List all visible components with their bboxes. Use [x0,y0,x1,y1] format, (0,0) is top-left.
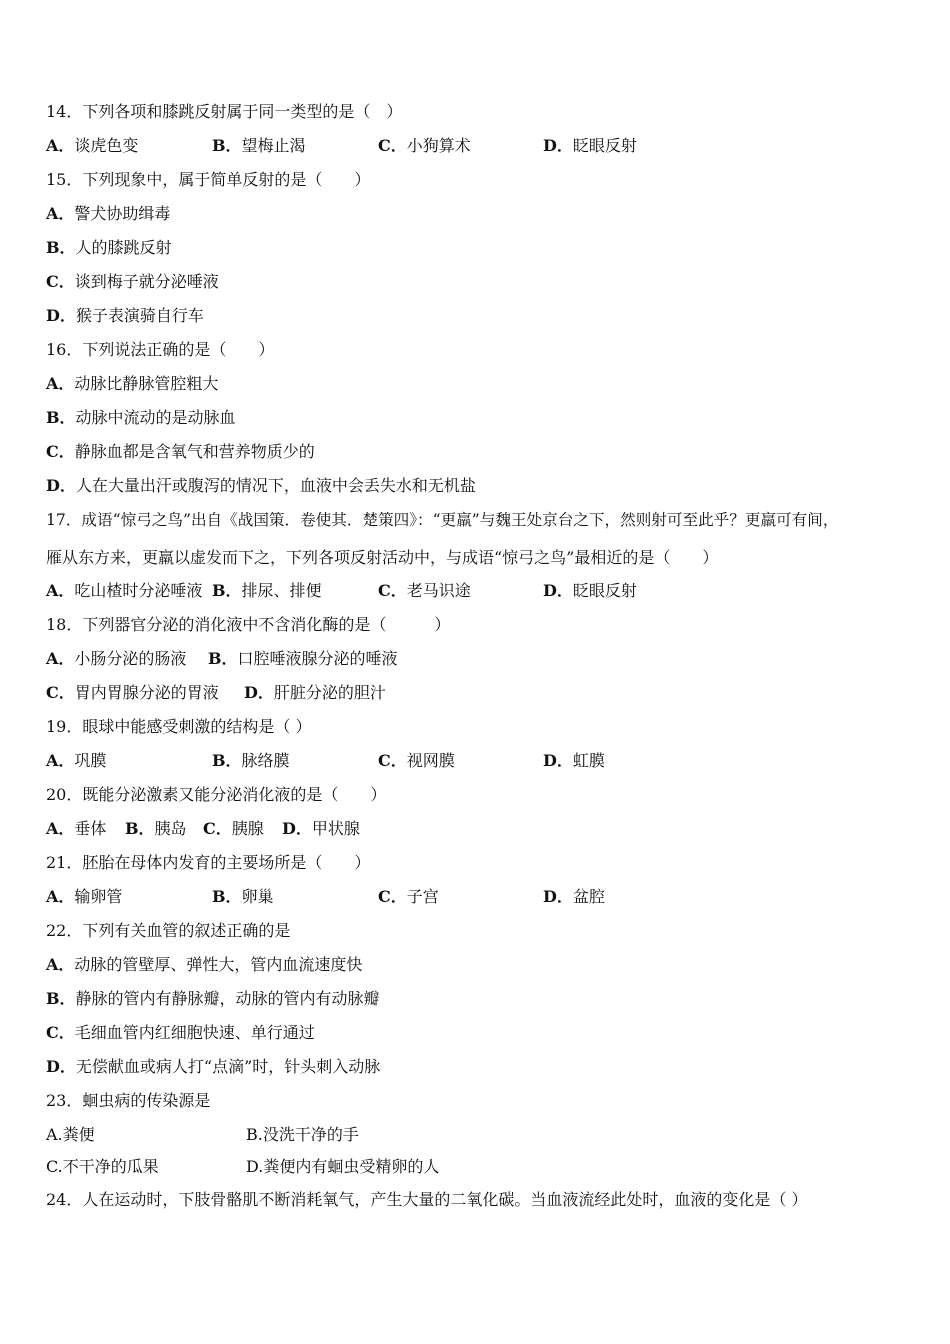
question-16-option-d [46,476,476,496]
question-19-option-d [543,751,605,771]
option-key: B． [212,581,242,600]
question-16-stem: 16．下列说法正确的是（ ） [46,340,275,359]
option-key: A． [46,751,75,770]
option-key: B． [208,649,238,668]
question-23-option-c [46,1157,159,1177]
question-15-stem: 15．下列现象中，属于简单反射的是（ ） [46,170,371,189]
question-24-stem: 24．人在运动时，下肢骨骼肌不断消耗氧气，产生大量的二氧化碳。当血液流经此处时，血液的变化是（ ） [46,1190,808,1209]
option-text: 静脉的管内有静脉瓣，动脉的管内有动脉瓣 [75,989,380,1008]
option-key: A． [46,887,75,906]
question-19-option-a [46,751,106,771]
option-text: 猴子表演骑自行车 [75,306,204,325]
question-14-option-d [543,136,637,156]
question-15-option-d [46,306,204,326]
option-key: D． [282,819,312,838]
question-20-stem: 20．既能分泌激素又能分泌消化液的是（ ） [46,785,387,804]
question-19-option-c [378,751,455,771]
question-17-option-d [543,581,637,601]
option-key: C． [378,136,407,155]
option-text: 小肠分泌的肠液 [74,649,187,668]
question-18-option-a [46,649,186,669]
option-text: 眨眼反射 [572,136,637,155]
question-22-stem: 22．下列有关血管的叙述正确的是 [46,921,291,940]
option-text: 眨眼反射 [572,581,637,600]
option-key: C． [46,683,75,702]
option-text: 小狗算术 [406,136,471,155]
question-16-option-b [46,408,236,428]
option-text: 谈虎色变 [74,136,139,155]
option-text: 盆腔 [572,887,605,906]
option-text: 排尿、排便 [241,581,322,600]
option-key: C． [378,887,407,906]
option-key: B． [212,136,242,155]
option-text: 没洗干净的手 [262,1125,359,1144]
option-key: D． [244,683,274,702]
option-key: C． [203,819,232,838]
option-text: 望梅止渴 [241,136,306,155]
question-23-option-b [246,1125,359,1145]
option-key: C． [46,442,75,461]
question-18-stem: 18．下列器官分泌的消化液中不含消化酶的是（ ） [46,615,451,634]
option-key: A． [46,649,75,668]
option-text: 无偿献血或病人打“点滴”时，针头刺入动脉 [75,1057,381,1076]
option-key: C． [378,751,407,770]
option-key: A． [46,374,75,393]
question-23-option-a [46,1125,95,1145]
question-14-option-c [378,136,471,156]
option-text: 老马识途 [406,581,471,600]
option-text: 脉络膜 [241,751,290,770]
question-15-option-a [46,204,170,224]
option-text: 人在大量出汗或腹泻的情况下，血液中会丢失水和无机盐 [75,476,476,495]
option-key: B． [212,887,242,906]
option-key: A. [46,1125,63,1144]
question-21-option-c [378,887,439,907]
option-text: 胰岛 [154,819,187,838]
option-key: A． [46,581,75,600]
option-key: A． [46,819,75,838]
option-key: A． [46,204,75,223]
option-key: C． [46,272,75,291]
option-text: 动脉的管壁厚、弹性大，管内血流速度快 [74,955,363,974]
question-23-stem: 23．蛔虫病的传染源是 [46,1091,211,1110]
option-text: 警犬协助缉毒 [74,204,171,223]
question-22-option-c [46,1023,315,1043]
question-15-option-c [46,272,219,292]
option-text: 卵巢 [241,887,274,906]
question-19-option-b [212,751,290,771]
option-text: 口腔唾液腺分泌的唾液 [237,649,398,668]
question-20-option-b [125,819,187,839]
option-text: 甲状腺 [311,819,360,838]
question-20-option-a [46,819,106,839]
option-key: D． [543,581,573,600]
question-23-option-d [246,1157,439,1177]
option-text: 视网膜 [406,751,455,770]
question-20-option-c [203,819,264,839]
option-key: B． [46,408,76,427]
option-text: 粪便 [62,1125,95,1144]
option-text: 巩膜 [74,751,107,770]
question-17-stem: 17．成语“惊弓之鸟”出自《战国策．卷使其．楚策四》：“更羸”与魏王处京台之下，然则射可至此乎？更羸可有间， [46,511,839,529]
question-17-stem-continued: 雁从东方来，更羸以虚发而下之，下列各项反射活动中，与成语“惊弓之鸟”最相近的是（ ） [46,548,719,567]
option-key: B． [46,238,76,257]
option-key: B． [212,751,242,770]
option-text: 谈到梅子就分泌唾液 [74,272,219,291]
question-21-option-d [543,887,605,907]
option-key: D． [46,306,76,325]
option-text: 毛细血管内红细胞快速、单行通过 [74,1023,315,1042]
option-text: 胃内胃腺分泌的胃液 [74,683,219,702]
question-22-option-d [46,1057,380,1077]
option-key: D． [543,887,573,906]
question-14-option-a [46,136,138,156]
question-17-option-c [378,581,471,601]
question-22-option-b [46,989,380,1009]
question-21-option-a [46,887,122,907]
option-text: 肝脏分泌的胆汁 [273,683,386,702]
option-text: 虹膜 [572,751,605,770]
question-17-option-b [212,581,322,601]
option-key: A． [46,136,75,155]
option-key: D． [543,136,573,155]
option-key: B． [125,819,155,838]
question-16-option-c [46,442,315,462]
question-18-option-b [208,649,398,669]
question-17-option-a [46,581,202,601]
option-key: D． [543,751,573,770]
option-text: 胰腺 [231,819,264,838]
option-key: B． [46,989,76,1008]
question-16-option-a [46,374,218,394]
question-20-option-d [282,819,360,839]
option-text: 动脉中流动的是动脉血 [75,408,236,427]
option-text: 垂体 [74,819,107,838]
option-key: D. [246,1157,264,1176]
question-15-option-b [46,238,172,258]
option-key: D． [46,1057,76,1076]
option-text: 不干净的瓜果 [62,1157,159,1176]
option-text: 动脉比静脉管腔粗大 [74,374,219,393]
question-14-stem: 14．下列各项和膝跳反射属于同一类型的是（ ） [46,102,403,121]
question-18-option-c [46,683,219,703]
option-key: D． [46,476,76,495]
option-text: 静脉血都是含氧气和营养物质少的 [74,442,315,461]
option-key: C． [46,1023,75,1042]
option-key: A． [46,955,75,974]
option-text: 输卵管 [74,887,123,906]
option-key: C． [378,581,407,600]
option-key: B. [246,1125,263,1144]
question-21-option-b [212,887,274,907]
question-21-stem: 21．胚胎在母体内发育的主要场所是（ ） [46,853,371,872]
option-key: C. [46,1157,63,1176]
question-14-option-b [212,136,306,156]
question-18-option-d [244,683,386,703]
question-22-option-a [46,955,362,975]
option-text: 人的膝跳反射 [75,238,172,257]
option-text: 粪便内有蛔虫受精卵的人 [263,1157,440,1176]
option-text: 吃山楂时分泌唾液 [74,581,203,600]
option-text: 子宫 [406,887,439,906]
question-19-stem: 19．眼球中能感受刺激的结构是（ ） [46,717,312,736]
